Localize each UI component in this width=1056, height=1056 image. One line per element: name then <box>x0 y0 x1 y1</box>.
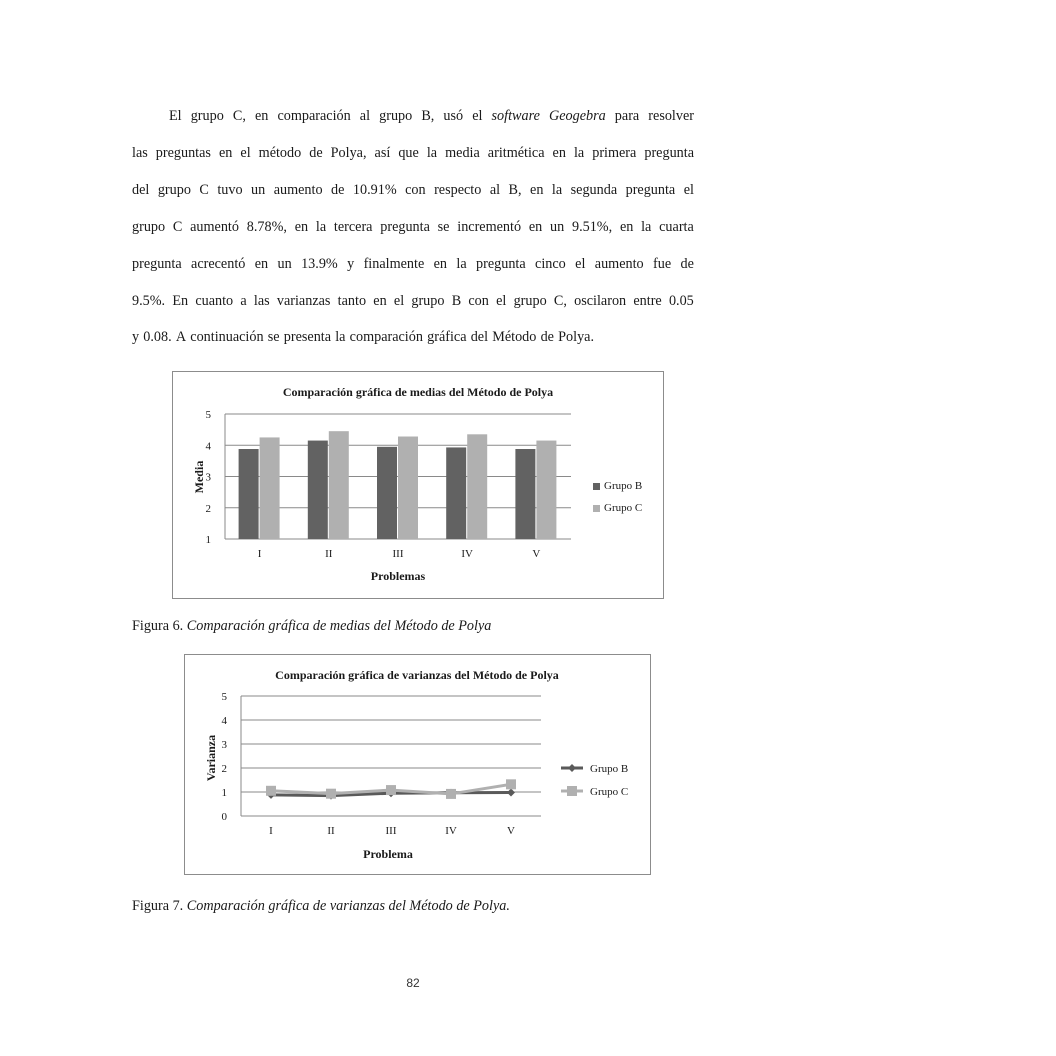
word: Polya. <box>558 329 595 346</box>
bar-grupo-c <box>536 441 556 539</box>
means-bar-chart <box>173 372 663 598</box>
word: con <box>468 292 489 309</box>
word: las <box>132 144 148 161</box>
paragraph-line <box>132 219 694 236</box>
word: incrementó <box>457 218 522 235</box>
figure-6-caption <box>132 618 491 635</box>
word: aumento <box>273 181 323 198</box>
word: método <box>258 144 302 161</box>
legend-label: Grupo B <box>604 480 643 492</box>
paragraph-line <box>132 329 694 346</box>
word: la <box>641 218 652 235</box>
word: el <box>240 144 251 161</box>
word: al <box>359 108 371 124</box>
y-tick-label: 0 <box>221 811 227 823</box>
word: de <box>331 181 345 198</box>
word: pregunta <box>476 255 526 272</box>
word: de <box>680 255 694 272</box>
word: un <box>550 218 565 235</box>
legend-label: Grupo B <box>590 763 629 775</box>
word: la <box>573 144 585 161</box>
word: cuarta <box>659 218 694 235</box>
paragraph-line <box>132 145 694 162</box>
word: pregunta <box>380 218 430 235</box>
word: grupo <box>190 108 224 124</box>
figure-7-title: Comparación gráfica de varianzas del Método de Polya. <box>186 898 510 914</box>
word: la <box>551 181 563 198</box>
word: media <box>445 144 480 161</box>
word: C <box>172 218 183 235</box>
y-tick-label: 3 <box>205 471 211 484</box>
word: con <box>405 181 426 198</box>
y-tick-label: 2 <box>221 763 227 775</box>
x-tick-label: III <box>392 548 404 560</box>
word: oscilaron <box>574 292 627 309</box>
word: en <box>552 144 566 161</box>
legend-swatch <box>593 505 600 512</box>
word: B <box>451 292 462 309</box>
word: que <box>398 144 419 161</box>
chart-title: Comparación gráfica de medias del Método de Polya <box>282 385 554 399</box>
word: pregunta <box>132 255 182 272</box>
bar-grupo-b <box>239 449 259 539</box>
x-tick-label: I <box>269 825 273 837</box>
x-tick-label: V <box>507 825 515 837</box>
italic-word: software <box>491 108 540 124</box>
word: del <box>132 181 150 198</box>
legend-marker <box>567 786 577 796</box>
word: varianzas <box>276 292 331 309</box>
legend-swatch <box>593 483 600 490</box>
word: fue <box>653 255 672 272</box>
word: C, <box>232 108 246 124</box>
word: un <box>251 181 266 198</box>
word: en <box>528 218 543 235</box>
bar-grupo-b <box>308 441 328 539</box>
figure-7-caption <box>132 898 510 915</box>
word: B, <box>421 108 435 124</box>
bar-grupo-c <box>467 434 487 539</box>
word: primera <box>592 144 637 161</box>
bar-grupo-c <box>260 437 280 539</box>
word: y <box>132 329 140 346</box>
word: al <box>489 181 501 198</box>
legend-marker <box>568 764 576 772</box>
word: el <box>472 108 483 124</box>
word: la <box>335 329 346 346</box>
paragraph-line <box>132 182 694 199</box>
word: presenta <box>283 329 332 346</box>
word: usó <box>443 108 464 124</box>
x-tick-label: IV <box>445 825 457 837</box>
variance-line-chart <box>185 655 650 874</box>
y-tick-label: 1 <box>205 534 211 546</box>
word: tanto <box>337 292 367 309</box>
word: B, <box>508 181 522 198</box>
word: en <box>254 108 269 124</box>
x-tick-label: II <box>325 548 333 560</box>
word: la <box>315 218 327 235</box>
y-tick-label: 4 <box>221 715 227 727</box>
word: 0.08. <box>143 329 172 346</box>
word: para <box>614 108 640 124</box>
word: grupo <box>513 292 547 309</box>
chart-title: Comparación gráfica de varianzas del Método de Polya <box>275 668 559 682</box>
word: grupo <box>132 218 166 235</box>
word: tuvo <box>217 181 243 198</box>
legend-label: Grupo C <box>590 786 629 798</box>
word: del <box>470 329 489 346</box>
x-tick-label: II <box>327 825 335 837</box>
x-tick-label: V <box>532 548 541 560</box>
legend-label: Grupo C <box>604 502 643 514</box>
word: finalmente <box>363 255 425 272</box>
word: aumentó <box>190 218 239 235</box>
page-number: 82 <box>406 976 420 990</box>
word: comparación <box>277 108 351 124</box>
word: gráfica <box>427 329 467 346</box>
italic-word: Geogebra <box>548 108 606 124</box>
figure-7-label: Figura 7. <box>132 898 184 914</box>
word: el <box>393 292 405 309</box>
point-grupo-b <box>507 788 515 796</box>
word: la <box>456 255 467 272</box>
word: en <box>294 218 309 235</box>
y-axis-label: Varianza <box>204 734 218 782</box>
word: preguntas <box>155 144 211 161</box>
word: a <box>240 292 247 309</box>
y-tick-label: 2 <box>205 502 211 515</box>
word: grupo <box>157 181 191 198</box>
word: cinco <box>535 255 566 272</box>
word: de <box>540 329 554 346</box>
word: así <box>374 144 391 161</box>
word: aumento <box>594 255 644 272</box>
y-tick-label: 5 <box>205 409 211 421</box>
bar-grupo-b <box>446 447 466 539</box>
figure-6-title: Comparación gráfica de medias del Método de Polya <box>186 618 492 634</box>
y-tick-label: 4 <box>205 440 211 453</box>
paragraph-line <box>132 293 694 310</box>
word: continuación <box>190 329 264 346</box>
word: en <box>218 144 233 161</box>
word: 9.51%, <box>571 218 613 235</box>
bar-grupo-c <box>329 431 349 539</box>
word: 0.05 <box>668 292 694 309</box>
y-tick-label: 1 <box>221 787 227 799</box>
word: grupo <box>379 108 413 124</box>
word: acrecentó <box>191 255 246 272</box>
x-tick-label: I <box>257 548 262 560</box>
word: el <box>683 181 694 198</box>
word: En <box>172 292 189 309</box>
word: pregunta <box>644 144 694 161</box>
word: segunda <box>570 181 618 198</box>
word: y <box>347 255 355 272</box>
x-tick-label: III <box>385 825 397 837</box>
point-grupo-c <box>446 789 456 799</box>
word: resolver <box>648 108 694 124</box>
bar-grupo-b <box>515 449 535 539</box>
word: 13.9% <box>301 255 338 272</box>
figure-6-chart <box>172 371 664 599</box>
figure-6-label: Figura 6. <box>132 618 184 634</box>
word: respecto <box>434 181 482 198</box>
figure-7-chart <box>184 654 651 875</box>
y-axis-label: Media <box>192 460 206 494</box>
word: Polya, <box>330 144 367 161</box>
x-tick-label: IV <box>461 548 474 560</box>
word: C, <box>553 292 567 309</box>
y-tick-label: 5 <box>221 691 227 703</box>
word: se <box>267 329 280 346</box>
word: el <box>575 255 586 272</box>
word: pregunta <box>625 181 676 198</box>
point-grupo-c <box>266 786 276 796</box>
word: en <box>619 218 634 235</box>
y-tick-label: 3 <box>221 739 227 751</box>
word: El <box>169 108 182 124</box>
word: un <box>277 255 292 272</box>
word: en <box>373 292 387 309</box>
word: 10.91% <box>352 181 397 198</box>
point-grupo-c <box>506 779 516 789</box>
word: se <box>437 218 450 235</box>
word: tercera <box>333 218 373 235</box>
word: en <box>530 181 544 198</box>
point-grupo-c <box>386 785 396 795</box>
word: A <box>175 329 187 346</box>
word: de <box>309 144 323 161</box>
word: Método <box>492 329 537 346</box>
paragraph-line <box>169 108 694 125</box>
word: comparación <box>349 329 423 346</box>
point-grupo-c <box>326 789 336 799</box>
word: 9.5%. <box>132 292 166 309</box>
word: en <box>254 255 269 272</box>
bar-grupo-b <box>377 447 397 539</box>
x-axis-label: Problemas <box>370 569 426 583</box>
word: grupo <box>411 292 445 309</box>
word: las <box>253 292 270 309</box>
word: aritmética <box>487 144 545 161</box>
word: en <box>433 255 448 272</box>
word: C <box>199 181 209 198</box>
word: 8.78%, <box>246 218 287 235</box>
word: la <box>426 144 438 161</box>
word: entre <box>633 292 662 309</box>
word: el <box>496 292 507 309</box>
paragraph-line <box>132 256 694 273</box>
word: cuanto <box>195 292 234 309</box>
x-axis-label: Problema <box>363 847 413 861</box>
bar-grupo-c <box>398 437 418 540</box>
